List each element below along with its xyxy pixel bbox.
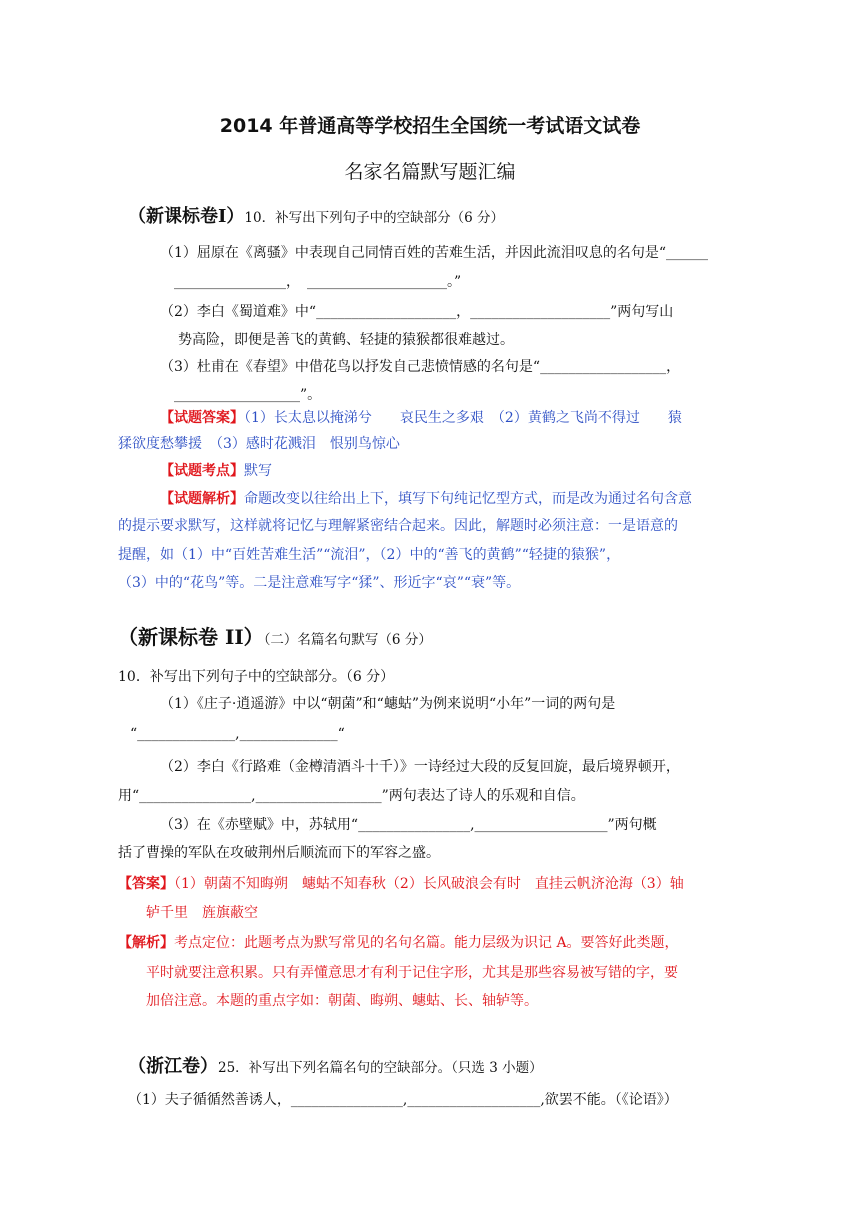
section-3-title: （浙江卷） xyxy=(128,1056,218,1077)
s2-analysis-line2: 平时就要注意积累。只有弄懂意思才有利于记住字形，尤其是那些容易被写错的字，要 xyxy=(146,965,678,981)
section-2-title: （新课标卷 II） xyxy=(118,625,264,649)
document-subtitle: 名家名篇默写题汇编 xyxy=(344,161,516,183)
s1-answer-line1 xyxy=(160,408,682,428)
s2-answer-line1 xyxy=(118,874,684,894)
section-1-heading-line xyxy=(128,207,504,228)
s1-q3-line2: __________________”。 xyxy=(174,387,322,403)
s2-analysis-line1 xyxy=(118,933,679,953)
s2-q3-line1: （3）在《赤壁赋》中，苏轼用“________________,___________________”两句概 xyxy=(160,817,657,833)
s1-answer-text: （1）长太息以掩涕兮 哀民生之多艰 （2）黄鹤之飞尚不得过 猿 xyxy=(244,410,682,426)
s2-analysis-label: 【解析】 xyxy=(118,935,174,951)
s2-analysis-line3: 加倍注意。本题的重点字如：朝菌、晦朔、蟪蛄、长、轴轳等。 xyxy=(146,993,538,1009)
s1-analysis-line4: （3）中的“花鸟”等。二是注意难写字“猱”、形近字“哀”“衰”等。 xyxy=(118,575,521,591)
s2-answer-text: （1）朝菌不知晦朔 蟪蛄不知春秋（2）长风破浪会有时 直挂云帆济沧海（3）轴 xyxy=(174,876,684,892)
s2-q3-line2: 括了曹操的军队在攻破荆州后顺流而下的军容之盛。 xyxy=(118,845,440,861)
s1-point-line xyxy=(160,461,272,481)
section-1-title: （新课标卷Ⅰ） xyxy=(128,206,245,227)
s1-q1-line1: （1）屈原在《离骚》中表现自己同情百姓的苦难生活，并因此流泪叹息的名句是“______ xyxy=(160,245,709,261)
section-3-intro: 25．补写出下列名篇名句的空缺部分。（只选 3 小题） xyxy=(218,1060,543,1076)
section-3-heading-line xyxy=(128,1057,543,1078)
s2-q1-line1: （1）《庄子·逍遥游》中以“朝菌”和“蟪蛄”为例来说明“小年”一词的两句是 xyxy=(160,696,616,712)
s1-answer-label: 【试题答案】 xyxy=(160,410,244,426)
section-2-heading-line xyxy=(118,627,432,650)
s1-analysis-label: 【试题解析】 xyxy=(160,491,244,507)
s1-q3-line1: （3）杜甫在《春望》中借花鸟以抒发自己悲愤情感的名句是“__________________， xyxy=(160,359,681,375)
s2-analysis-text: 考点定位：此题考点为默写常见的名句名篇。能力层级为识记 A。要答好此类题， xyxy=(174,935,679,951)
s1-point-label: 【试题考点】 xyxy=(160,463,244,479)
s2-answer-label: 【答案】 xyxy=(118,876,174,892)
s2-answer-line2: 轳千里 旌旗蔽空 xyxy=(146,905,258,921)
s1-q2-line1: （2）李白《蜀道难》中“____________________，____________________”两句写山 xyxy=(160,304,674,320)
s2-question-10: 10．补写出下列句子中的空缺部分。（6 分） xyxy=(118,669,395,685)
s1-q1-line2: ________________， ____________________。” xyxy=(174,274,462,290)
s1-analysis-text: 命题改变以往给出上下，填写下句纯记忆型方式，而是改为通过名句含意 xyxy=(244,491,692,507)
s1-analysis-line1 xyxy=(160,489,692,509)
s2-q1-line2: “______________,______________“ xyxy=(130,726,345,742)
section-1-intro: 10．补写出下列句子中的空缺部分（6 分） xyxy=(244,210,504,226)
document-title: 2014 年普通高等学校招生全国统一考试语文试卷 xyxy=(219,115,641,137)
s1-point-text: 默写 xyxy=(244,463,272,479)
s1-answer-line2: 猱欲度愁攀援 （3）感时花溅泪 恨别鸟惊心 xyxy=(118,436,400,452)
s1-q2-line2: 势高险，即便是善飞的黄鹤、轻捷的猿猴都很难越过。 xyxy=(178,332,514,348)
s3-q1-line: （1）夫子循循然善诱人，________________,___________________,欲罢不能。（《论语》） xyxy=(128,1092,678,1108)
s2-q2-line1: （2）李白《行路难（金樽清酒斗十千）》一诗经过大段的反复回旋，最后境界顿开， xyxy=(160,759,680,775)
s1-analysis-line3: 提醒，如（1）中“百姓苦难生活”“流泪”，（2）中的“善飞的黄鹤”“轻捷的猿猴”， xyxy=(118,547,621,563)
section-2-intro: （二）名篇名句默写（6 分） xyxy=(263,632,432,648)
s2-q2-line2: 用“________________,__________________”两句表达了诗人的乐观和自信。 xyxy=(118,788,585,804)
s1-analysis-line2: 的提示要求默写，这样就将记忆与理解紧密结合起来。因此，解题时必须注意：一是语意的 xyxy=(118,518,678,534)
